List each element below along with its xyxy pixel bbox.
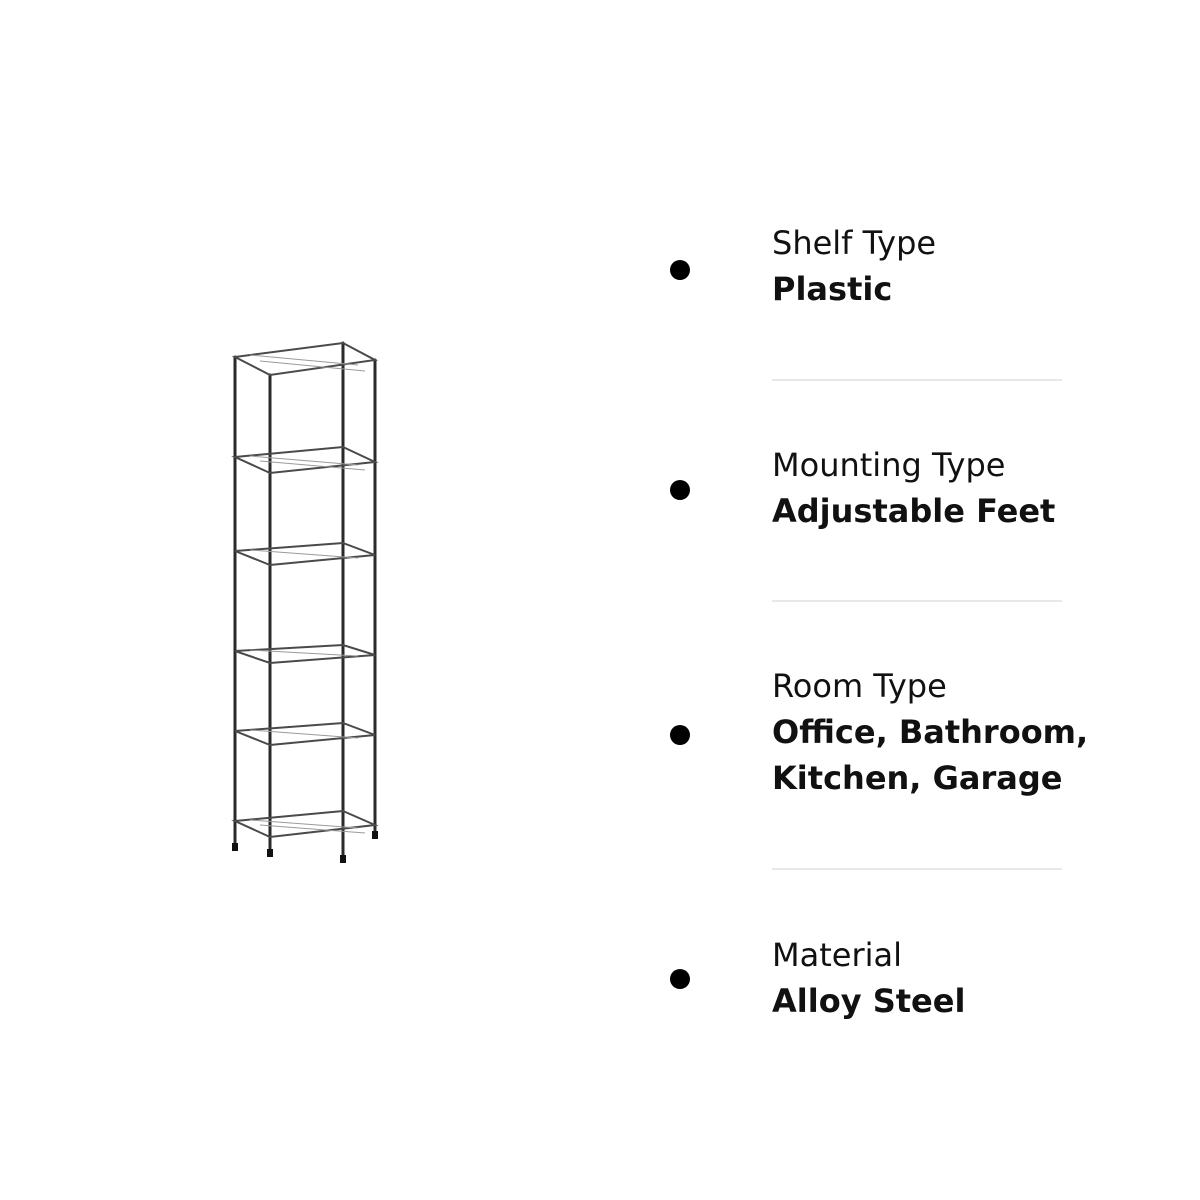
spec-text [772, 663, 1152, 801]
spec-value: Alloy Steel [772, 982, 966, 1020]
spec-list [640, 0, 1160, 1200]
spec-label: Shelf Type [772, 224, 937, 262]
divider [772, 379, 1062, 381]
spec-text [772, 932, 1152, 1024]
spec-value: Office, Bathroom, Kitchen, Garage [772, 713, 1089, 797]
spec-label: Room Type [772, 667, 947, 705]
spec-text [772, 220, 1152, 312]
divider [772, 600, 1062, 602]
bullet-icon [670, 725, 690, 745]
spec-value: Plastic [772, 270, 893, 308]
bullet-icon [670, 260, 690, 280]
spec-value: Adjustable Feet [772, 492, 1056, 530]
spec-label: Material [772, 936, 902, 974]
wire-shelf-icon [210, 325, 400, 875]
shelving-unit-image [210, 325, 400, 875]
divider [772, 868, 1062, 870]
spec-label: Mounting Type [772, 446, 1006, 484]
spec-text [772, 442, 1152, 534]
bullet-icon [670, 969, 690, 989]
bullet-icon [670, 480, 690, 500]
